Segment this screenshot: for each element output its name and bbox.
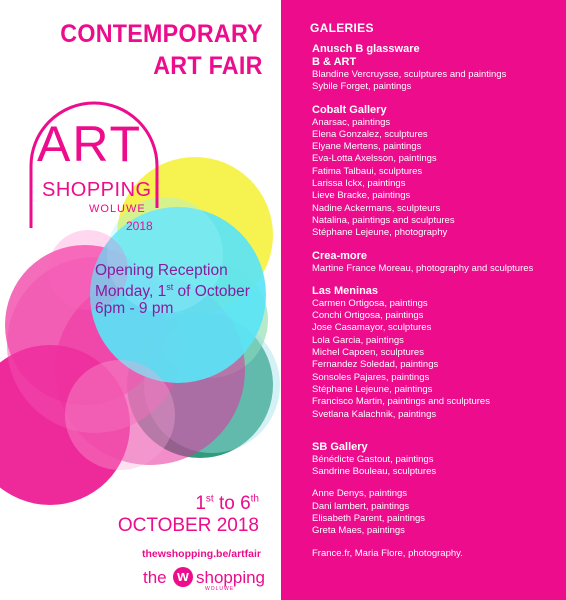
gallery-name: Cobalt Gallery — [312, 103, 387, 116]
reception-line-2: Monday, 1st of October — [95, 282, 250, 301]
reception-line-3: 6pm - 9 pm — [95, 300, 174, 318]
artist-entry: Lieve Bracke, paintings — [312, 190, 411, 202]
artist-entry: Bénédicte Gastout, paintings — [312, 453, 434, 465]
footer-entry: France.fr, Maria Flore, photography. — [312, 547, 463, 559]
artist-entry: Sandrine Bouleau, sculptures — [312, 466, 437, 478]
opening-reception — [95, 262, 250, 317]
brand-the: the — [143, 568, 167, 587]
gallery-anusch — [312, 43, 562, 94]
artist-entry: Natalina, paintings and sculptures — [312, 214, 455, 226]
artist-entry: Fatima Talbaui, sculptures — [312, 165, 423, 177]
logo-woluwe-text: WOLUWE — [89, 203, 146, 215]
gallery-crea-more — [312, 250, 562, 275]
gallery-las-meninas — [312, 285, 562, 421]
reception-line-1: Opening Reception — [95, 262, 228, 279]
artist-entry: Martine France Moreau, photography and sculptures — [312, 262, 534, 274]
independent-artists — [312, 488, 562, 537]
gallery-name: Crea-more — [312, 249, 368, 262]
artist-entry: Greta Maes, paintings — [312, 525, 405, 537]
artist-entry: Elena Gonzalez, sculptures — [312, 128, 428, 140]
artist-entry: Elisabeth Parent, paintings — [312, 513, 426, 525]
artist-entry: Michel Capoen, sculptures — [312, 347, 424, 359]
galleries-heading: GALERIES — [310, 21, 374, 35]
title-line-1: CONTEMPORARY — [60, 20, 263, 48]
artist-entry: Sybile Forget, paintings — [312, 81, 412, 93]
artist-entry: Blandine Vercruysse, sculptures and paintings — [312, 69, 507, 80]
artist-entry: Francisco Martin, paintings and sculptures — [312, 396, 490, 408]
artist-entry: Jose Casamayor, sculptures — [312, 322, 432, 334]
gallery-name: B & ART — [312, 56, 357, 68]
fair-dates — [118, 493, 259, 537]
artist-entry: Nadine Ackermans, sculpteurs — [312, 202, 441, 214]
gallery-cobalt — [312, 104, 562, 240]
artist-entry: Lola Garcia, paintings — [312, 334, 404, 346]
logo-year: 2018 — [126, 219, 153, 233]
spacer — [312, 431, 562, 441]
artist-entry: Stéphane Lejeune, paintings — [312, 383, 433, 395]
artist-entry: Anarsac, paintings — [312, 116, 391, 128]
artist-entry: Fernandez Soledad, paintings — [312, 359, 439, 371]
w-circle-icon: w — [173, 567, 193, 587]
gallery-sb — [312, 441, 562, 479]
artist-entry: Larissa Ickx, paintings — [312, 178, 406, 190]
gallery-name: Anusch B glassware — [312, 43, 420, 55]
w-shopping-logo — [143, 567, 266, 592]
artist-entry: Carmen Ortigosa, paintings — [312, 297, 428, 309]
galleries-list — [312, 43, 562, 560]
brand-woluwe: WOLUWE — [205, 586, 235, 592]
galleries-panel — [281, 0, 566, 600]
logo-art-text: ART — [37, 116, 143, 172]
brand-shopping: shopping — [196, 568, 266, 587]
artist-entry: Svetlana Kalachnik, paintings — [312, 408, 437, 420]
artist-entry: Anne Denys, paintings — [312, 488, 408, 500]
gallery-name: SB Gallery — [312, 440, 368, 453]
logo-shopping-text: SHOPPING — [42, 179, 152, 201]
artist-entry: Eva-Lotta Axelsson, paintings — [312, 153, 437, 165]
title-line-2: ART FAIR — [153, 52, 263, 80]
artist-entry: Dani lambert, paintings — [312, 500, 410, 512]
artist-entry: Stéphane Lejeune, photography — [312, 227, 448, 239]
artist-entry: Sonsoles Pajares, paintings — [312, 371, 430, 383]
dates-line-2: OCTOBER 2018 — [117, 515, 259, 536]
dates-line-1: 1st to 6th — [195, 493, 259, 514]
poster-left-panel — [0, 0, 281, 600]
artist-entry: Elyane Mertens, paintings — [312, 141, 422, 153]
gallery-name: Las Meninas — [312, 284, 379, 297]
artist-entry: Conchi Ortigosa, paintings — [312, 310, 424, 322]
website-link[interactable]: thewshopping.be/artfair — [141, 548, 261, 560]
